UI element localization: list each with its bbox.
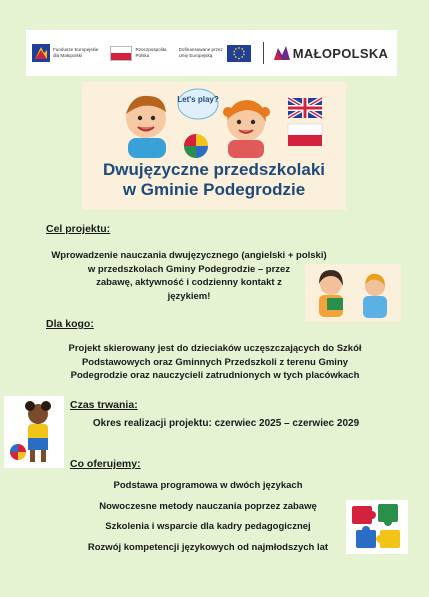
fe-logo-icon <box>32 44 50 62</box>
eu-line2: Unię Europejską <box>178 53 213 58</box>
eu-logo <box>179 45 251 62</box>
bubble-text: Let's play? <box>177 95 219 104</box>
dla-text <box>20 342 410 383</box>
dla-line3: Podegrodzie oraz nauczycieli zatrudnionych w tych placówkach <box>70 370 360 381</box>
oferta-heading: Co oferujemy: <box>70 458 141 470</box>
uk-flag-icon <box>288 98 322 118</box>
cel-line2: w przedszkolach Gminy Podegrodzie – przez <box>87 263 291 275</box>
girl-with-ball-illustration <box>4 396 64 468</box>
oferta-item: Nowoczesne metody nauczania poprzez zabawę <box>99 500 317 512</box>
ball-icon <box>184 134 208 158</box>
malopolska-logo-icon <box>274 46 290 60</box>
czas-heading: Czas trwania: <box>70 399 138 411</box>
dla-line2: Podstawowych oraz Gminnych Przedszkoli z terenu Gminy <box>81 356 349 368</box>
reading-kids-illustration <box>305 264 401 322</box>
malopolska-logo <box>274 46 388 61</box>
poland-flag-icon <box>110 46 132 61</box>
malopolska-text: MAŁOPOLSKA <box>292 45 389 61</box>
hero-title-line1: Dwujęzyczne przedszkolaki <box>102 160 326 179</box>
cel-heading: Cel projektu: <box>46 223 111 235</box>
logo-separator <box>263 42 264 64</box>
logo-bar <box>26 30 397 76</box>
fe-line1: Fundusze Europejskie <box>53 47 99 53</box>
fe-line2: dla Małopolski <box>53 53 83 58</box>
hero-banner <box>82 82 346 210</box>
dla-line1: Projekt skierowany jest do dzieciaków uczęszczających do Szkół <box>68 343 362 354</box>
rp-logo <box>110 46 166 61</box>
puzzle-icon <box>346 500 408 554</box>
hero-title <box>82 160 346 200</box>
cel-text <box>44 249 334 303</box>
cel-line1: Wprowadzenie nauczania dwujęzycznego (angielski + polski) <box>51 250 327 261</box>
czas-text: Okres realizacji projektu: czerwiec 2025 – czerwiec 2029 <box>92 418 360 429</box>
oferta-item: Szkolenia i wsparcie dla kadry pedagogicznej <box>105 521 311 532</box>
eu-line1: Dofinansowane przez <box>178 47 223 53</box>
eu-flag-icon <box>227 45 251 62</box>
hero-title-line2: w Gminie Podegrodzie <box>122 180 306 199</box>
ball-icon <box>10 444 26 460</box>
poland-flag-large-icon <box>288 124 322 146</box>
fe-logo <box>32 44 98 62</box>
cel-line3: zabawę, aktywność i codzienny kontakt z <box>96 277 282 288</box>
oferta-list <box>40 476 376 558</box>
oferta-item: Podstawa programowa w dwóch językach <box>113 480 303 491</box>
rp-line1: Rzeczpospolita <box>135 47 167 53</box>
dla-heading: Dla kogo: <box>46 318 94 330</box>
kids-illustration <box>82 82 346 160</box>
rp-line2: Polska <box>135 53 150 58</box>
oferta-item: Rozwój kompetencji językowych od najmłodszych lat <box>87 541 329 553</box>
cel-line4: językiem! <box>167 290 211 302</box>
